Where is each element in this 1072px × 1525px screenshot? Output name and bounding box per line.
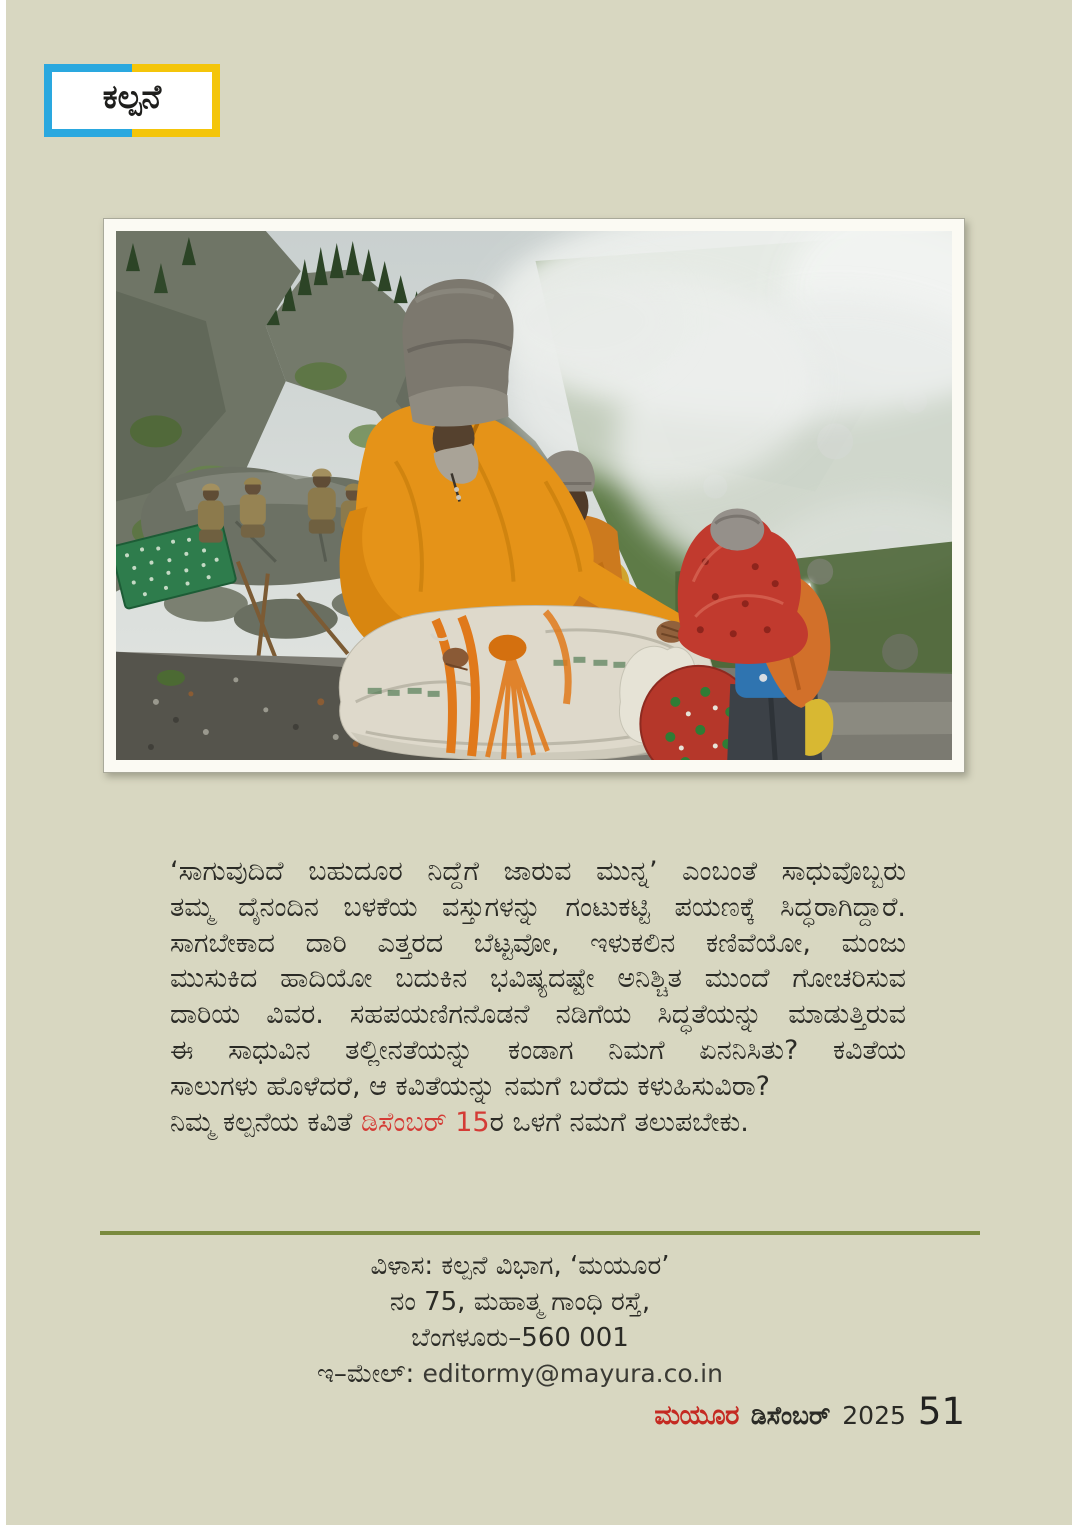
deadline-before: ನಿಮ್ಮ ಕಲ್ಪನೆಯ ಕವಿತೆ: [170, 1106, 361, 1138]
body-line: ಸಾಲುಗಳು ಹೊಳೆದರೆ, ಆ ಕವಿತೆಯನ್ನು ನಮಗೆ ಬರೆದು ಕಳುಹಿಸುವಿರಾ?: [170, 1070, 770, 1102]
issue-year: 2025: [842, 1401, 906, 1430]
body-line-deadline: [170, 1105, 906, 1141]
email-address: editormy@mayura.co.in: [422, 1359, 723, 1388]
address-line-2: ನಂ 75, ಮಹಾತ್ಮ ಗಾಂಧಿ ರಸ್ತೆ,: [389, 1287, 651, 1317]
page-number: 51: [917, 1390, 965, 1433]
issue-month: ಡಿಸೆಂಬರ್: [750, 1401, 831, 1430]
photo-sadhus-mountains: [116, 231, 952, 760]
deadline-after: ರ ಒಳಗೆ ನಮಗೆ ತಲುಪಬೇಕು.: [489, 1106, 749, 1138]
body-line: ‘ಸಾಗುವುದಿದೆ ಬಹುದೂರ ನಿದ್ದೆಗೆ ಜಾರುವ ಮುನ್ನ’ ಎಂಬಂತೆ ಸಾಧುವೊಬ್ಬರು: [170, 856, 906, 887]
email-label: ಇ–ಮೇಲ್:: [317, 1359, 423, 1389]
deadline-date: ಡಿಸೆಂಬರ್ 15: [360, 1106, 490, 1138]
address-line-email: [90, 1356, 950, 1392]
body-line: ತಮ್ಮ ದೈನಂದಿನ ಬಳಕೆಯ ವಸ್ತುಗಳನ್ನು ಗಂಟುಕಟ್ಟಿ ಪಯಣಕ್ಕೆ ಸಿದ್ಧರಾಗಿದ್ದಾರೆ.: [170, 891, 906, 923]
body-line: ಸಾಗಬೇಕಾದ ದಾರಿ ಎತ್ತರದ ಬೆಟ್ಟವೋ, ಇಳುಕಲಿನ ಕಣಿವೆಯೋ, ಮಂಜು: [170, 927, 906, 959]
photo-frame: [103, 218, 965, 773]
body-line: ದಾರಿಯ ವಿವರ. ಸಹಪಯಣಿಗನೊಡನೆ ನಡಿಗೆಯ ಸಿದ್ಧತೆಯನ್ನು ಮಾಡುತ್ತಿರುವ: [170, 999, 906, 1031]
page-edge-strip: [0, 0, 6, 1525]
address-block: [90, 1248, 950, 1392]
photo-illustration: [116, 231, 952, 760]
address-line-1: ವಿಳಾಸ: ಕಲ್ಪನೆ ವಿಭಾಗ, ‘ಮಯೂರ’: [370, 1251, 670, 1281]
address-line-3: ಬೆಂಗಳೂರು–560 001: [411, 1323, 629, 1353]
divider-rule: [100, 1231, 980, 1235]
magazine-logo: ಮಯೂರ: [654, 1400, 739, 1431]
body-line: ಮುಸುಕಿದ ಹಾದಿಯೋ ಬದುಕಿನ ಭವಿಷ್ಯದಷ್ಟೇ ಅನಿಶ್ಚಿತ ಮುಂದೆ ಗೋಚರಿಸುವ: [170, 963, 906, 995]
section-badge-label: ಕಲ್ಪನೆ: [52, 72, 212, 129]
section-badge: [44, 64, 220, 137]
body-text: [170, 854, 906, 1140]
page-footer: [654, 1390, 965, 1433]
body-line: ಈ ಸಾಧುವಿನ ತಲ್ಲೀನತೆಯನ್ನು ಕಂಡಾಗ ನಿಮಗೆ ಏನನಿಸಿತು? ಕವಿತೆಯ: [170, 1034, 906, 1066]
